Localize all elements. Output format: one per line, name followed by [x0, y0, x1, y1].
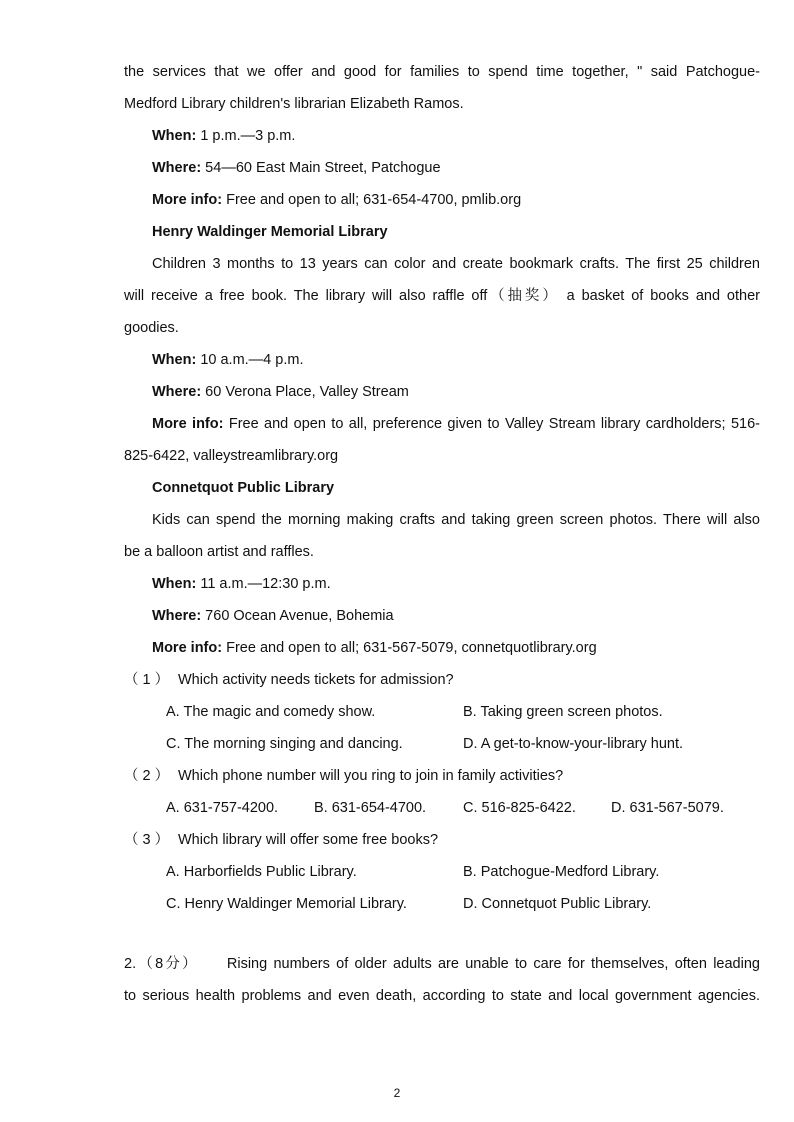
option-a[interactable]: A. Harborfields Public Library. [166, 864, 357, 880]
option-c[interactable]: C. The morning singing and dancing. [166, 736, 403, 752]
more-info-value: Free and open to all, preference given to Valley Stream library cardholders; 516- [223, 416, 760, 432]
option-b[interactable]: B. Taking green screen photos. [463, 704, 663, 720]
when-label: When: [152, 128, 197, 144]
question-number: 2.（8分） [124, 956, 199, 972]
question-text: Which phone number will you ring to join in family activities? [178, 768, 564, 784]
paragraph-line: to serious health problems and even death, according to state and local government agencies. [124, 988, 760, 1004]
option-b[interactable]: B. Patchogue-Medford Library. [463, 864, 660, 880]
question-number: （ 3 ） [124, 832, 170, 848]
where-label: Where: [152, 608, 202, 624]
option-a[interactable]: A. 631-757-4200. [166, 800, 279, 816]
paragraph-line: the services that we offer and good for families to spend time together, " said Patchogue- [124, 64, 760, 80]
paragraph-line: 825-6422, valleystreamlibrary.org [124, 448, 339, 464]
paragraph-line: goodies. [124, 320, 179, 336]
more-info-value: Free and open to all; 631-654-4700, pmlib.org [222, 192, 522, 208]
options-row [124, 792, 760, 824]
more-info-label: More info: [152, 416, 224, 432]
when-row [124, 568, 760, 600]
section-heading: Henry Waldinger Memorial Library [152, 224, 388, 240]
page-number: 2 [393, 1086, 401, 1100]
where-label: Where: [152, 160, 202, 176]
option-a[interactable]: A. The magic and comedy show. [166, 704, 376, 720]
question-number: （ 2 ） [124, 768, 170, 784]
when-value: 1 p.m.—3 p.m. [196, 128, 296, 144]
options-row [124, 888, 760, 920]
option-d[interactable]: D. Connetquot Public Library. [463, 896, 652, 912]
option-c[interactable]: C. Henry Waldinger Memorial Library. [166, 896, 407, 912]
more-info-label: More info: [152, 192, 223, 208]
question [124, 760, 760, 792]
option-d[interactable]: D. 631-567-5079. [611, 800, 724, 816]
option-b[interactable]: B. 631-654-4700. [314, 800, 427, 816]
option-d[interactable]: D. A get-to-know-your-library hunt. [463, 736, 684, 752]
where-row [124, 152, 760, 184]
where-row [124, 600, 760, 632]
next-question-line [124, 948, 760, 980]
option-c[interactable]: C. 516-825-6422. [463, 800, 576, 816]
options-row [124, 696, 760, 728]
options-row [124, 728, 760, 760]
where-label: Where: [152, 384, 202, 400]
where-row [124, 376, 760, 408]
paragraph-line: will receive a free book. The library will also raffle off（抽奖） a basket of books and other [124, 288, 760, 304]
more-info-row [124, 184, 760, 216]
more-info-value: Free and open to all; 631-567-5079, connetquotlibrary.org [222, 640, 597, 656]
more-info-row [124, 632, 760, 664]
when-value: 11 a.m.—12:30 p.m. [196, 576, 331, 592]
where-value: 60 Verona Place, Valley Stream [201, 384, 409, 400]
paragraph-line: Children 3 months to 13 years can color and create bookmark crafts. The first 25 children [152, 256, 760, 272]
where-value: 54—60 East Main Street, Patchogue [201, 160, 441, 176]
document-page [124, 56, 760, 1012]
paragraph-line: be a balloon artist and raffles. [124, 544, 314, 560]
when-label: When: [152, 576, 197, 592]
paragraph-text: Rising numbers of older adults are unable to care for themselves, often leading [226, 956, 760, 972]
when-value: 10 a.m.—4 p.m. [196, 352, 304, 368]
question [124, 824, 760, 856]
question-text: Which library will offer some free books? [178, 832, 439, 848]
question-text: Which activity needs tickets for admission? [178, 672, 454, 688]
when-row [124, 344, 760, 376]
options-row [124, 856, 760, 888]
where-value: 760 Ocean Avenue, Bohemia [201, 608, 394, 624]
when-label: When: [152, 352, 197, 368]
spacer [124, 920, 760, 948]
paragraph-line: Kids can spend the morning making crafts and taking green screen photos. There will also [152, 512, 760, 528]
more-info-row [124, 408, 760, 440]
paragraph-line: Medford Library children's librarian Elizabeth Ramos. [124, 96, 464, 112]
question-number: （ 1 ） [124, 672, 170, 688]
more-info-label: More info: [152, 640, 223, 656]
when-row [124, 120, 760, 152]
section-heading: Connetquot Public Library [152, 480, 335, 496]
question [124, 664, 760, 696]
